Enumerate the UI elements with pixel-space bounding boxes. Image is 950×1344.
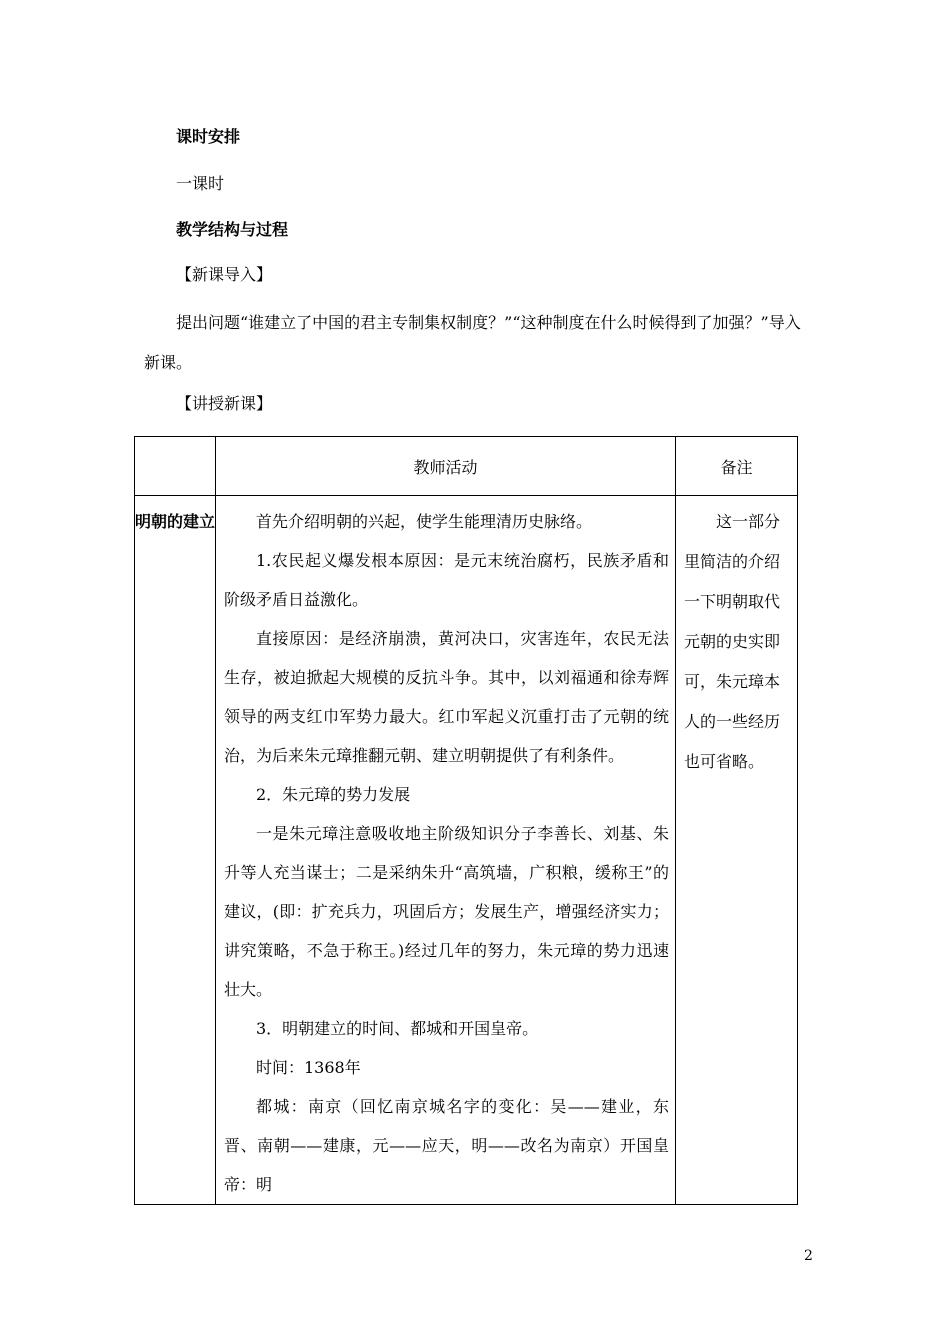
section-intro: 【新课导入】 xyxy=(176,265,273,284)
section-teach: 【讲授新课】 xyxy=(176,394,273,413)
header-notes: 备注 xyxy=(676,437,798,496)
page-number: 2 xyxy=(804,1248,813,1264)
header-blank-cell xyxy=(135,437,216,496)
intro-paragraph: 提出问题“谁建立了中国的君主专制集权制度？”“这种制度在什么时候得到了加强？”导入新课。 xyxy=(144,313,801,372)
activity-paragraph: 一是朱元璋注意吸收地主阶级知识分子李善长、刘基、朱升等人充当谋士；二是采纳朱升“高筑墙，广积粮，缓称王”的建议，(即：扩充兵力，巩固后方；发展生产，增强经济实力；讲究策略，不急于称王。)经过几年的努力，朱元璋的势力迅速壮大。 xyxy=(224,824,669,999)
activity-paragraph: 3．明朝建立的时间、都城和开国皇帝。 xyxy=(256,1019,539,1038)
activity-paragraph: 2．朱元璋的势力发展 xyxy=(256,785,411,804)
table-row xyxy=(135,496,798,1205)
lesson-table xyxy=(134,436,798,1205)
activity-paragraph: 都城：南京（回忆南京城名字的变化：吴——建业，东晋、南朝——建康，元——应天，明——改名为南京）开国皇帝：明 xyxy=(224,1097,669,1194)
activity-cell xyxy=(216,496,676,1205)
heading-structure: 教学结构与过程 xyxy=(176,220,289,239)
table-header-row xyxy=(135,437,798,496)
heading-schedule: 课时安排 xyxy=(176,127,241,146)
activity-paragraph: 首先介绍明朝的兴起，使学生能理清历史脉络。 xyxy=(256,512,593,531)
row-label: 明朝的建立 xyxy=(135,496,216,1205)
activity-paragraph: 直接原因：是经济崩溃，黄河决口，灾害连年，农民无法生存，被迫掀起大规模的反抗斗争。其中，以刘福通和徐寿辉领导的两支红巾军势力最大。红巾军起义沉重打击了元朝的统治，为后来朱元璋推翻元朝、建立明朝提供了有利条件。 xyxy=(224,629,669,765)
header-activity: 教师活动 xyxy=(216,437,676,496)
note-cell: 这一部分里简洁的介绍一下明朝取代元朝的史实即可，朱元璋本人的一些经历也可省略。 xyxy=(676,496,798,1205)
schedule-value: 一课时 xyxy=(176,174,225,193)
activity-paragraph: 时间：1368年 xyxy=(256,1058,361,1077)
activity-paragraph: 1.农民起义爆发根本原因：是元末统治腐朽，民族矛盾和阶级矛盾日益激化。 xyxy=(224,551,669,609)
